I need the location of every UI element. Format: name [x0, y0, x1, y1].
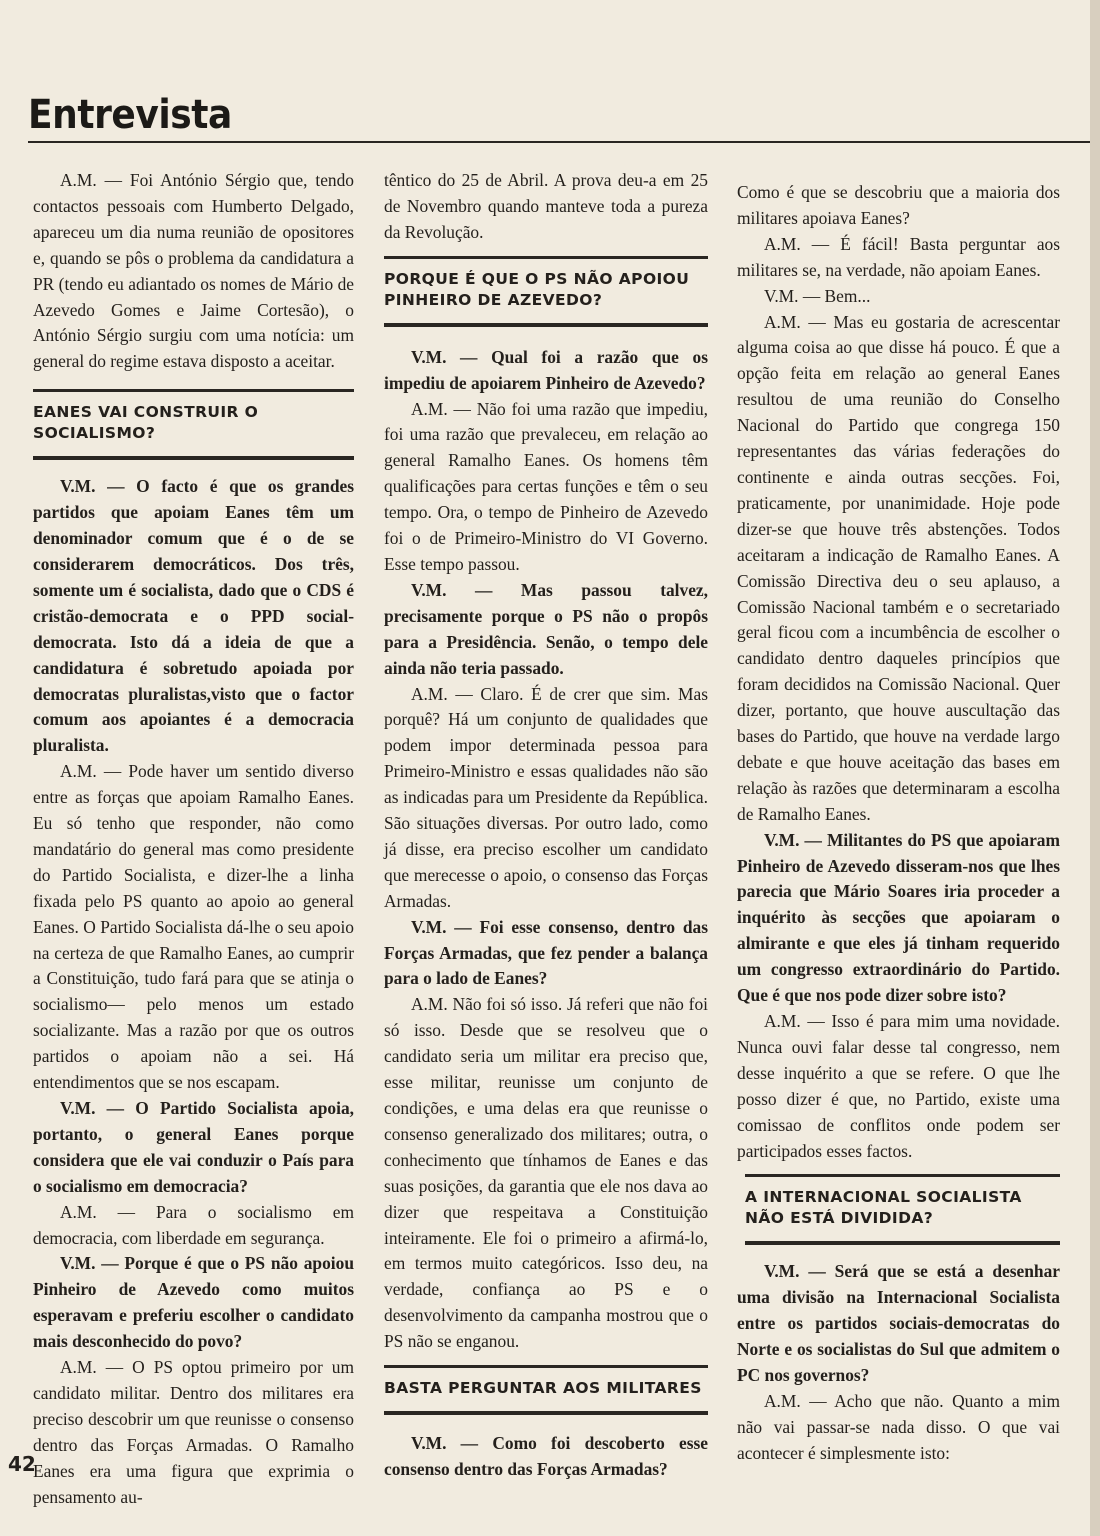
question: V.M. — Mas passou talvez, precisamente porque o PS não o propôs para a Presidência. Senão, o tempo dele ainda não teria passado.	[384, 579, 708, 678]
question: V.M. — Qual foi a razão que os impediu de apoiarem Pinheiro de Azevedo?	[384, 346, 708, 393]
question: V.M. — Como foi descoberto esse consenso dentro das Forças Armadas?	[384, 1433, 708, 1479]
answer: A.M. — Mas eu gostaria de acrescentar alguma coisa ao que disse há pouco. É que a opção feita em relação ao general Eanes resultou de uma reunião do Conselho Nacional do Partido que congrega 150 representantes das várias federações do continente e ainda outras secções. Foi, praticamente, por unanimidade. Hoje pode dizer-se que houve três abstenções. Todos aceitaram a indicação de Ramalho Eanes. A Comissão Directiva deu o seu aplauso, a Comissão Nacional também e o secretariado geral ficou com a incumbência de escolher o candidato dentro daqueles princípios que foram decididos na Comissão Nacional. Quer dizer, portanto, que houve auscultação das bases do Partido, que houve na verdade largo debate e que houve aceitação das bases em relação às razões que determinaram a escolha de Ramalho Eanes.	[737, 311, 1060, 824]
question: V.M. — O Partido Socialista apoia, portanto, o general Eanes porque considera que ele vai conduzir o País para o socialismo em democracia?	[33, 1098, 354, 1196]
answer: A.M. — Para o socialismo em democracia, com liberdade em segurança.	[33, 1201, 354, 1248]
answer: A.M. — Não foi uma razão que impediu, foi uma razão que prevaleceu, em relação ao general Ramalho Eanes. Os homens têm qualificações para certas funções e têm o seu tempo. Ora, o tempo de Pinheiro de Azevedo foi o de Primeiro-Ministro do VI Governo. Esse tempo passou.	[384, 398, 708, 574]
paragraph: Como é que se descobriu que a maioria dos militares apoiava Eanes?	[737, 182, 1060, 228]
question: V.M. — Será que se está a desenhar uma divisão na Internacional Socialista entre os partidos sociais-democratas do Norte e os socialistas do Sul que admitem o PC nos governos?	[737, 1261, 1060, 1386]
heading-basta: BASTA PERGUNTAR AOS MILITARES	[384, 1365, 708, 1415]
answer: A.M. — O PS optou primeiro por um candidato militar. Dentro dos militares era preciso descobrir um que reunisse o consenso dentro das Forças Armadas. O Ramalho Eanes era uma figura que exprimia o pensamento au-	[33, 1357, 354, 1507]
title-rule	[28, 141, 1100, 143]
heading-ps-pinheiro: PORQUE É QUE O PS NÃO APOIOU PINHEIRO DE AZEVEDO?	[384, 256, 708, 327]
column-3	[737, 180, 1060, 1467]
page-edge	[1090, 0, 1100, 1536]
question: V.M. — Militantes do PS que apoiaram Pinheiro de Azevedo disseram-nos que lhes parecia que Mário Soares iria proceder a inquérito às secções que apoiaram o almirante e que eles já tinham requerido um congresso extraordinário do Partido. Que é que nos pode dizer sobre isto?	[737, 829, 1060, 1006]
column-1	[33, 168, 354, 1511]
paragraph: A.M. — Foi António Sérgio que, tendo contactos pessoais com Humberto Delgado, apareceu um dia numa reunião de opositores e, quando se pôs o problema da candidatura a PR (tendo eu adiantado os nomes de Mário de Azevedo Gomes e Jaime Cortesão), o António Sérgio surgiu com uma notícia: um general do regime estava disposto a aceitar.	[33, 170, 354, 372]
column-2	[384, 168, 708, 1483]
section-title: Entrevista	[28, 92, 232, 138]
answer: A.M. — Acho que não. Quanto a mim não vai passar-se nada disso. O que vai acontecer é simplesmente isto:	[737, 1390, 1060, 1463]
answer: A.M. Não foi só isso. Já referi que não foi só isso. Desde que se resolveu que o candidato seria um militar era preciso que, esse militar, reunisse um conjunto de condições, e uma delas era que reunisse o consenso generalizado dos militares; outra, o conhecimento que tínhamos de Eanes e das suas posições, da garantia que ele nos dava ao dizer que respeitava a Constituição inteiramente. Ele foi o primeiro a afirmá-lo, em termos muito categóricos. Isso deu, na verdade, confiança ao PS e o desenvolvimento da campanha mostrou que o PS não se enganou.	[384, 994, 708, 1352]
answer: A.M. — É fácil! Basta perguntar aos militares se, na verdade, não apoiam Eanes.	[737, 233, 1060, 280]
page-number: 42	[8, 1452, 36, 1476]
answer: A.M. — Claro. É de crer que sim. Mas porquê? Há um conjunto de qualidades que podem impor determinada pessoa para Primeiro-Ministro e essas qualidades não são as indicadas para um Presidente da República. São situações diversas. Por outro lado, como já disse, era preciso escolher um candidato que merecesse o apoio, o consenso das Forças Armadas.	[384, 683, 708, 911]
heading-internacional: A INTERNACIONAL SOCIALISTA NÃO ESTÁ DIVIDIDA?	[745, 1174, 1060, 1245]
answer: A.M. — Pode haver um sentido diverso entre as forças que apoiam Ramalho Eanes. Eu só tenho que responder, não como mandatário do general mas como presidente do Partido Socialista, e dizer-lhe a linha fixada pelo PS quanto ao apoio ao general Eanes. O Partido Socialista dá-lhe o seu apoio na certeza de que Ramalho Eanes, ao cumprir a Constituição, tudo fará para que se atinja o socialismo— pelo menos um estado socializante. Mas a razão por que os outros partidos o apoiam não a sei. Há entendimentos que se nos escapam.	[33, 761, 354, 1093]
answer: A.M. — Isso é para mim uma novidade. Nunca ouvi falar desse tal congresso, nem desse inquérito a que se refere. O que lhe posso dizer é que, no Partido, existe uma comissao de conflitos onde podem ser participados esses factos.	[737, 1011, 1060, 1161]
question: V.M. — Porque é que o PS não apoiou Pinheiro de Azevedo como muitos esperavam e preferiu escolher o candidato mais desconhecido do povo?	[33, 1253, 354, 1352]
question: V.M. — Bem...	[764, 285, 871, 306]
question: V.M. — O facto é que os grandes partidos que apoiam Eanes têm um denominador comum que é o de se considerarem democráticos. Dos três, somente um é socialista, dado que o CDS é cristão-democrata e o PPD social-democrata. Isto dá a ideia de que a candidatura é sobretudo apoiada por democratas pluralistas,visto que o factor comum aos apoiantes é a democracia pluralista.	[33, 476, 354, 756]
question: V.M. — Foi esse consenso, dentro das Forças Armadas, que fez pender a balança para o lado de Eanes?	[384, 916, 708, 989]
paragraph: têntico do 25 de Abril. A prova deu-a em 25 de Novembro quando manteve toda a pureza da Revolução.	[384, 170, 708, 242]
heading-eanes: EANES VAI CONSTRUIR O SOCIALISMO?	[33, 389, 354, 460]
